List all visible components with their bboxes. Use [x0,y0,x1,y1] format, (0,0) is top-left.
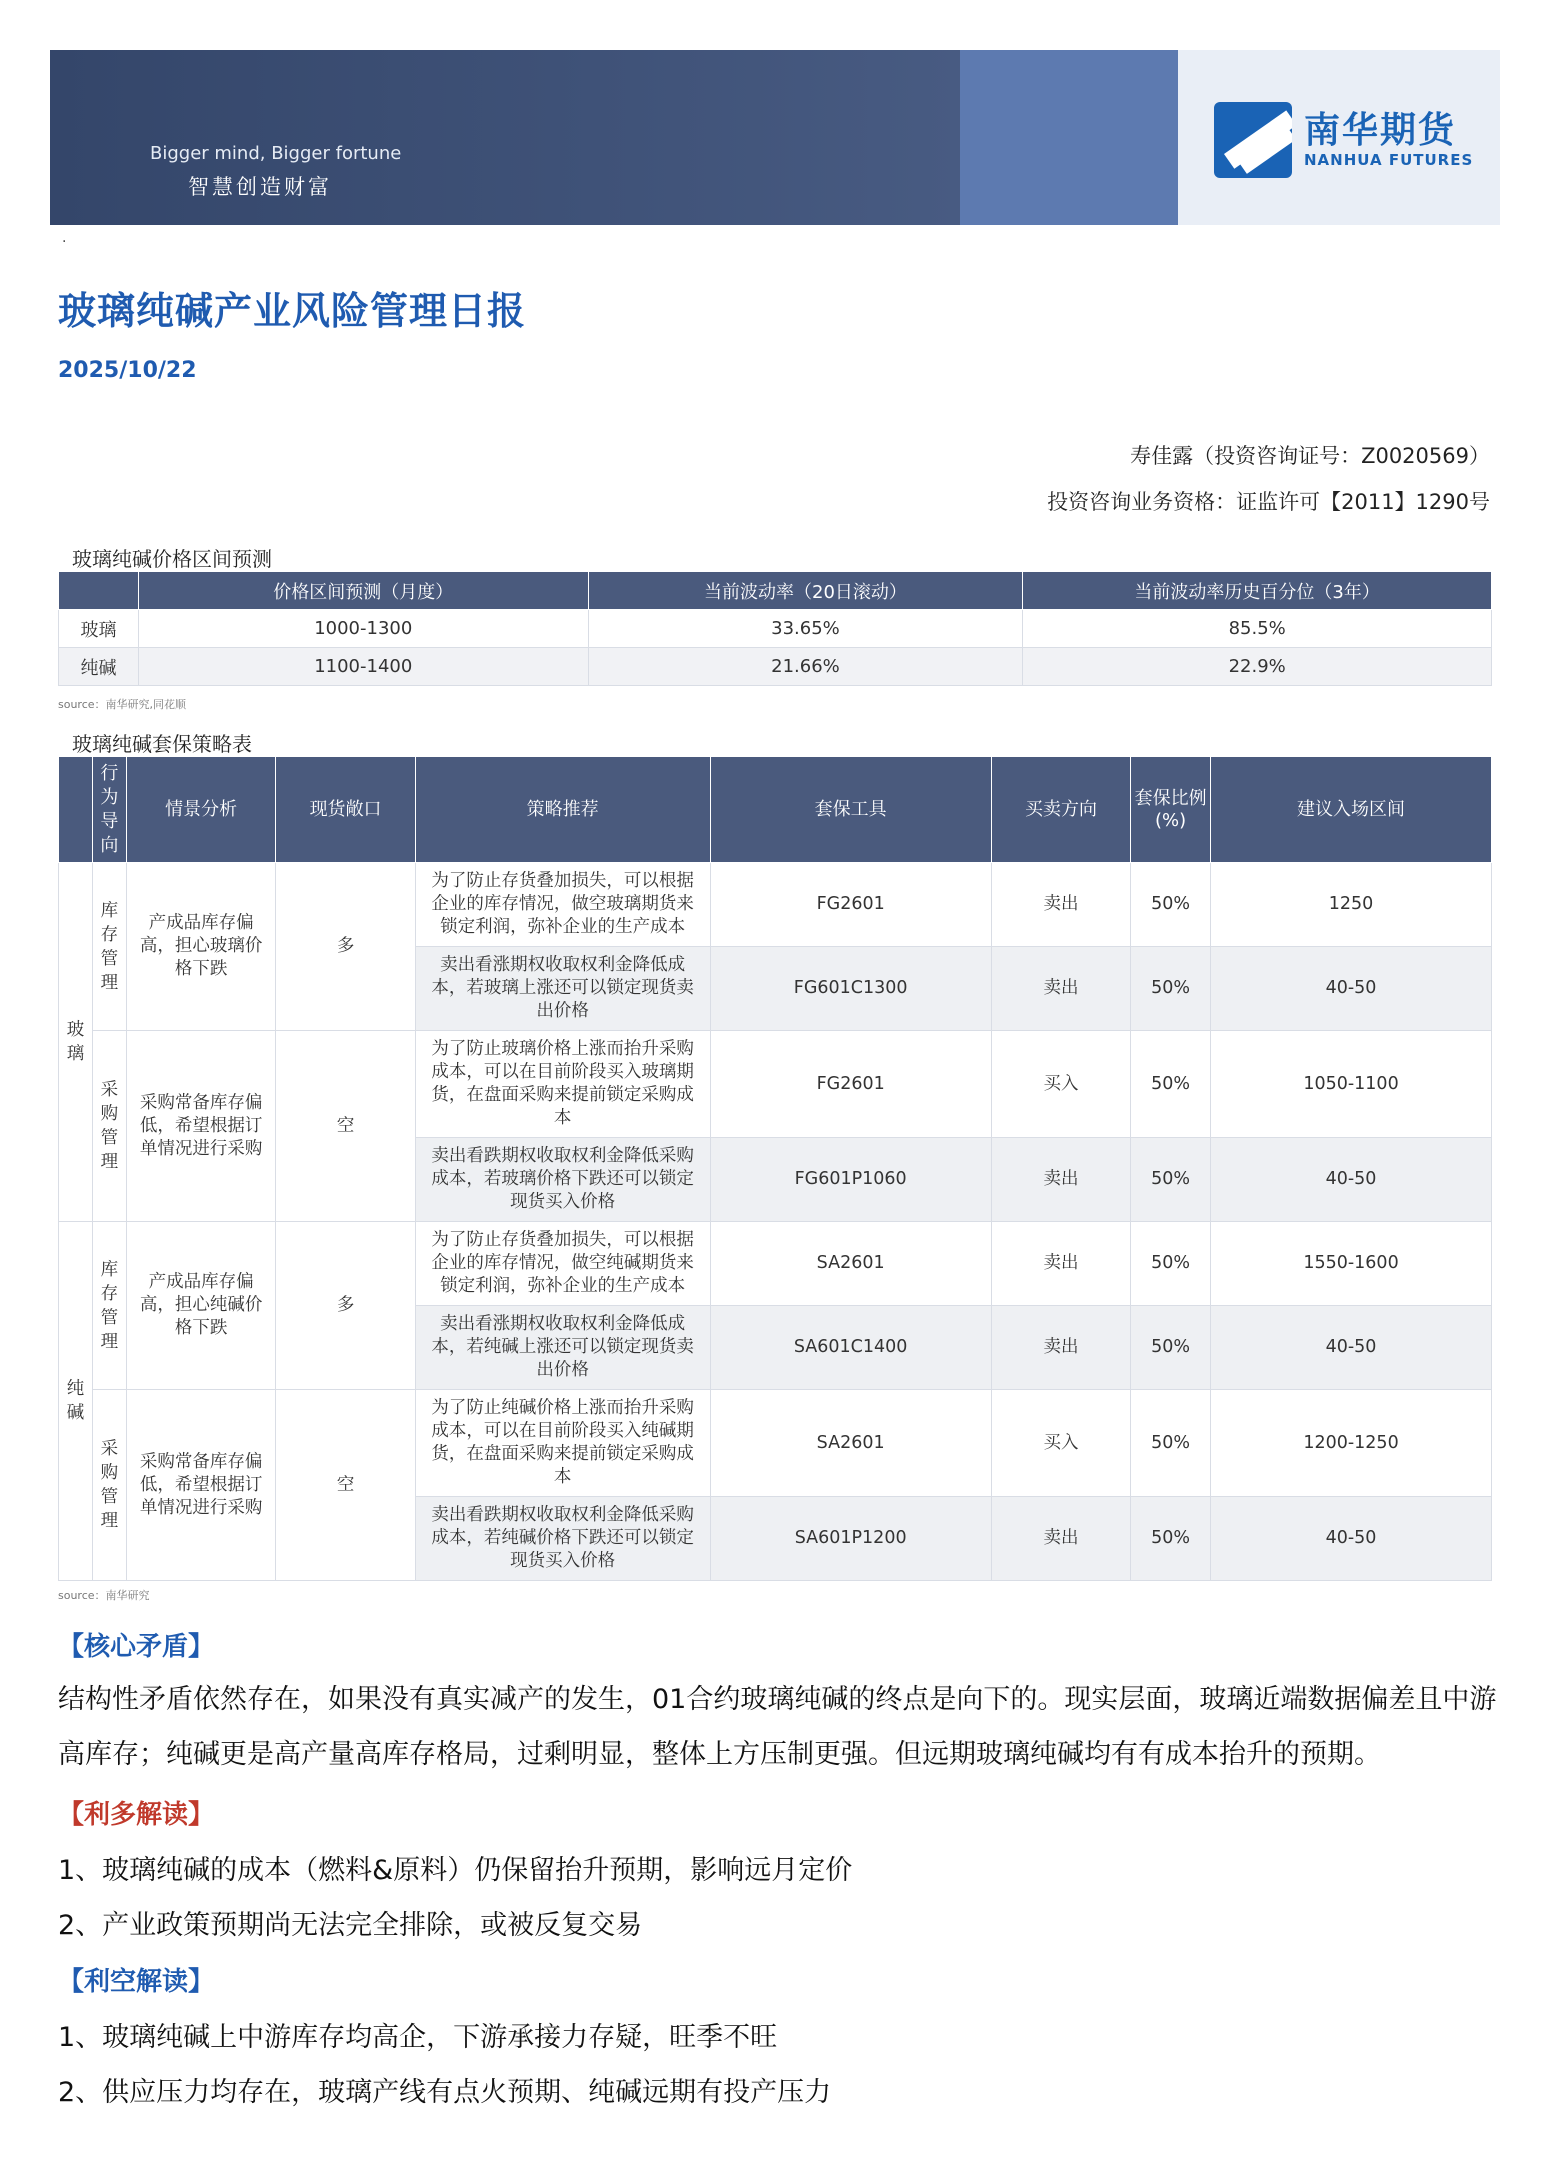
range-cell: 1050-1100 [1211,1031,1492,1138]
tool-cell: SA2601 [710,1222,991,1306]
range-cell: 40-50 [1211,1138,1492,1222]
logo-name-cn: 南华期货 [1304,110,1457,151]
exposure-cell: 多 [276,863,415,1031]
strategy-cell: 卖出看跌期权收取权利金降低采购成本，若玻璃价格下跌还可以锁定现货买入价格 [415,1138,710,1222]
strategy-col-header [59,757,93,863]
tagline-cn: 智慧创造财富 [188,175,332,199]
tool-cell: FG601C1300 [710,947,991,1031]
header-dot: . [62,230,67,246]
direction-cell: 卖出 [991,947,1130,1031]
company-logo [1214,102,1473,178]
direction-cell: 卖出 [991,1306,1130,1390]
ratio-cell: 50% [1131,863,1211,947]
strategy-cell: 卖出看涨期权收取权利金降低成本，若纯碱上涨还可以锁定现货卖出价格 [415,1306,710,1390]
product-cell: 玻璃 [59,863,93,1222]
table-row [59,863,1492,947]
range-cell: 40-50 [1211,947,1492,1031]
strategy-table-source: source：南华研究 [58,1589,150,1602]
price-col-header: 当前波动率历史百分位（3年） [1023,572,1492,610]
scenario-cell: 采购常备库存偏低，希望根据订单情况进行采购 [126,1031,275,1222]
strategy-col-header: 套保比例(%) [1131,757,1211,863]
exposure-cell: 空 [276,1390,415,1581]
strategy-col-header: 买卖方向 [991,757,1130,863]
price-col-header [59,572,139,610]
strategy-col-header: 建议入场区间 [1211,757,1492,863]
direction-cell: 卖出 [991,1497,1130,1581]
banner-mid-panel [960,50,1178,225]
table-cell: 21.66% [588,648,1023,686]
ratio-cell: 50% [1131,1497,1211,1581]
exposure-cell: 多 [276,1222,415,1390]
scenario-cell: 产成品库存偏高，担心纯碱价格下跌 [126,1222,275,1390]
author-line: 寿佳露（投资咨询证号：Z0020569） [1130,444,1490,468]
tagline-en: Bigger mind, Bigger fortune [150,143,402,164]
ratio-cell: 50% [1131,1138,1211,1222]
strategy-cell: 为了防止存货叠加损失，可以根据企业的库存情况，做空纯碱期货来锁定利润，弥补企业的生产成本 [415,1222,710,1306]
direction-cell: 买入 [991,1031,1130,1138]
bearish-heading: 【利空解读】 [58,1967,215,1997]
banner-left-panel [50,50,960,225]
ratio-cell: 50% [1131,1031,1211,1138]
scenario-cell: 采购常备库存偏低，希望根据订单情况进行采购 [126,1390,275,1581]
strategy-col-header: 套保工具 [710,757,991,863]
direction-cell: 卖出 [991,863,1130,947]
strategy-cell: 卖出看跌期权收取权利金降低采购成本，若纯碱价格下跌还可以锁定现货买入价格 [415,1497,710,1581]
bearish-item: 2、供应压力均存在，玻璃产线有点火预期、纯碱远期有投产压力 [58,2077,832,2108]
range-cell: 40-50 [1211,1497,1492,1581]
tool-cell: SA601C1400 [710,1306,991,1390]
strategy-cell: 卖出看涨期权收取权利金降低成本，若玻璃上涨还可以锁定现货卖出价格 [415,947,710,1031]
ratio-cell: 50% [1131,947,1211,1031]
table-row [59,648,1492,686]
range-cell: 1200-1250 [1211,1390,1492,1497]
strategy-col-header: 策略推荐 [415,757,710,863]
table-row [59,1222,1492,1306]
strategy-col-header: 行为导向 [92,757,126,863]
direction-cell: 卖出 [991,1222,1130,1306]
table-cell: 85.5% [1023,610,1492,648]
core-heading: 【核心矛盾】 [58,1632,215,1662]
logo-name-en: NANHUA FUTURES [1304,151,1474,169]
ratio-cell: 50% [1131,1306,1211,1390]
price-range-table [58,571,1492,686]
hedging-strategy-table [58,756,1492,1581]
bullish-item: 2、产业政策预期尚无法完全排除，或被反复交易 [58,1910,643,1941]
price-col-header: 当前波动率（20日滚动） [588,572,1023,610]
price-table-label: 玻璃纯碱价格区间预测 [72,547,272,571]
table-cell: 1100-1400 [138,648,588,686]
direction-cell: 买入 [991,1390,1130,1497]
bullish-heading: 【利多解读】 [58,1800,215,1830]
bearish-item: 1、玻璃纯碱上中游库存均高企，下游承接力存疑，旺季不旺 [58,2022,778,2053]
exposure-cell: 空 [276,1031,415,1222]
bullish-item: 1、玻璃纯碱的成本（燃料&原料）仍保留抬升预期，影响远月定价 [58,1855,853,1886]
orientation-cell: 库存管理 [92,1222,126,1390]
table-cell: 玻璃 [59,610,139,648]
strategy-table-label: 玻璃纯碱套保策略表 [72,732,252,756]
orientation-cell: 采购管理 [92,1031,126,1222]
range-cell: 1550-1600 [1211,1222,1492,1306]
logo-mark-icon [1214,102,1292,178]
table-row [59,1390,1492,1497]
direction-cell: 卖出 [991,1138,1130,1222]
strategy-col-header: 现货敞口 [276,757,415,863]
table-cell: 33.65% [588,610,1023,648]
range-cell: 40-50 [1211,1306,1492,1390]
table-cell: 22.9% [1023,648,1492,686]
strategy-col-header: 情景分析 [126,757,275,863]
core-paragraph: 结构性矛盾依然存在，如果没有真实减产的发生，01合约玻璃纯碱的终点是向下的。现实层面，玻璃近端数据偏差且中游高库存；纯碱更是高产量高库存格局，过剩明显，整体上方压制更强。但远期玻璃纯碱均有有成本抬升的预期。 [58,1684,1497,1770]
report-title: 玻璃纯碱产业风险管理日报 [58,289,527,333]
table-cell: 1000-1300 [138,610,588,648]
orientation-cell: 库存管理 [92,863,126,1031]
range-cell: 1250 [1211,863,1492,947]
ratio-cell: 50% [1131,1390,1211,1497]
tool-cell: FG2601 [710,863,991,947]
table-cell: 纯碱 [59,648,139,686]
tool-cell: SA2601 [710,1390,991,1497]
tool-cell: SA601P1200 [710,1497,991,1581]
scenario-cell: 产成品库存偏高，担心玻璃价格下跌 [126,863,275,1031]
price-col-header: 价格区间预测（月度） [138,572,588,610]
table-row [59,610,1492,648]
tool-cell: FG2601 [710,1031,991,1138]
strategy-cell: 为了防止纯碱价格上涨而抬升采购成本，可以在目前阶段买入纯碱期货，在盘面采购来提前锁定采购成本 [415,1390,710,1497]
banner-logo-panel [1178,50,1500,225]
report-date: 2025/10/22 [58,358,197,383]
strategy-cell: 为了防止玻璃价格上涨而抬升采购成本，可以在目前阶段买入玻璃期货，在盘面采购来提前锁定采购成本 [415,1031,710,1138]
qualification-line: 投资咨询业务资格：证监许可【2011】1290号 [1047,490,1490,514]
orientation-cell: 采购管理 [92,1390,126,1581]
product-cell: 纯碱 [59,1222,93,1581]
header-banner [50,50,1500,225]
tool-cell: FG601P1060 [710,1138,991,1222]
ratio-cell: 50% [1131,1222,1211,1306]
table-row [59,1031,1492,1138]
strategy-cell: 为了防止存货叠加损失，可以根据企业的库存情况，做空玻璃期货来锁定利润，弥补企业的生产成本 [415,863,710,947]
price-table-source: source：南华研究,同花顺 [58,698,187,711]
